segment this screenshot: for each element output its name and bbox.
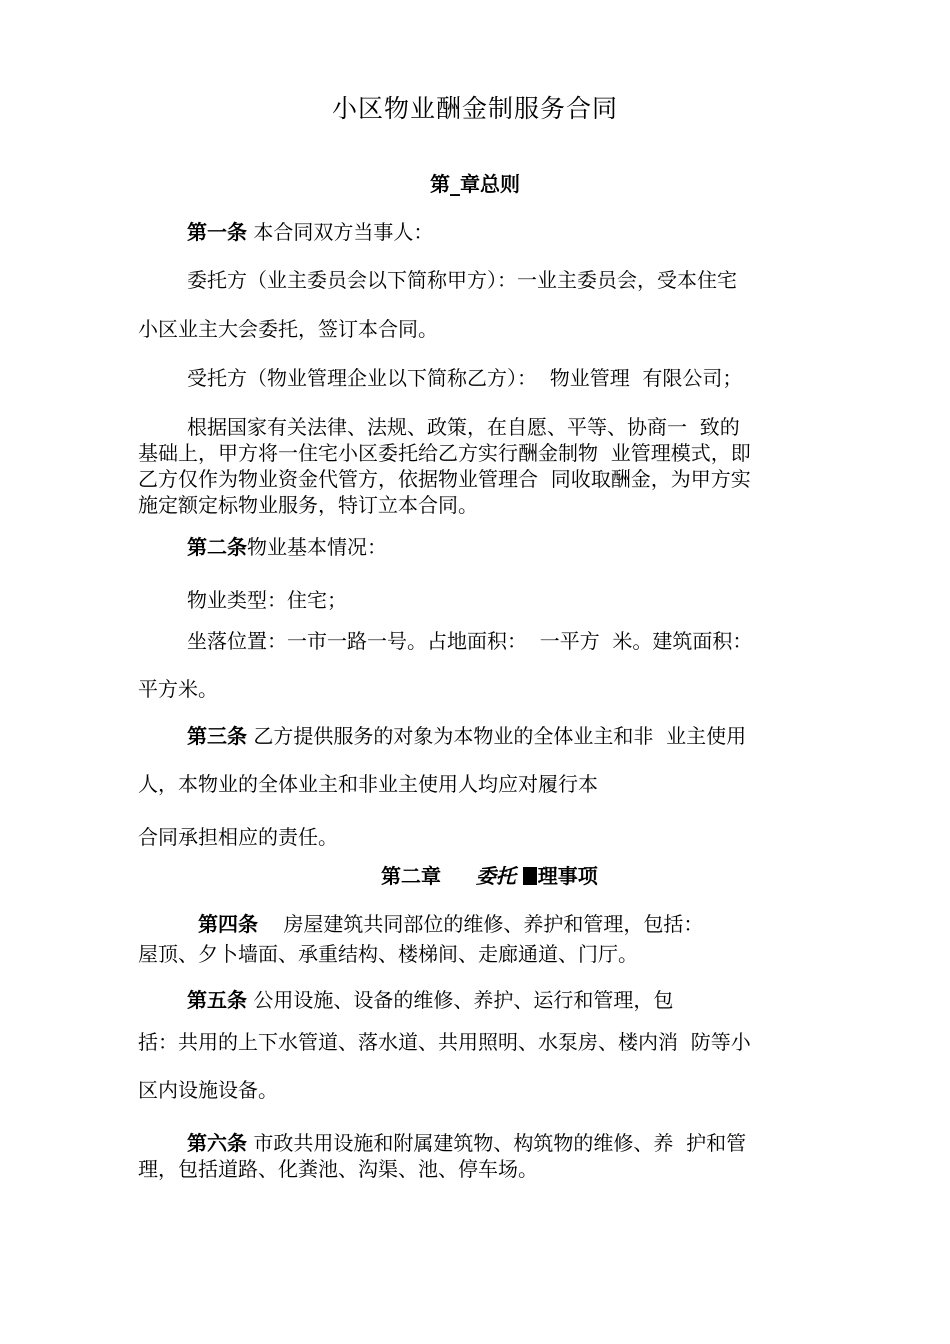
article6-line-2: 理，包括道路、化粪池、沟渠、池、停车场。 [138,1157,538,1181]
article2-label: 第二条 [187,535,247,559]
property-type: 物业类型：住宅； [187,588,347,612]
article4-text-1: 房屋建筑共同部位的维修、养护和管理，包括： [283,912,704,936]
chapter2-heading-italic: 委托 [475,864,516,888]
document-title: 小区物业酬金制服务合同 [331,94,618,123]
article5-text-1: 公用设施、设备的维修、养护、运行和管理，包 [253,988,674,1012]
location-line-2: 平方米。 [138,677,218,701]
article6-line-1 [187,1131,746,1155]
article5-line-3: 区内设施设备。 [138,1078,278,1102]
article3-label: 第三条 [187,724,247,748]
article1-text: 本合同双方当事人： [253,220,434,244]
article5-line-2: 括：共用的上下水管道、落水道、共用照明、水泵房、楼内消 防等小 [138,1030,751,1054]
article5-line-1 [187,988,673,1012]
redaction-block [523,867,537,885]
article3-line-3: 合同承担相应的责任。 [138,825,338,849]
article3-text-1: 乙方提供服务的对象为本物业的全体业主和非 业主使用 [253,724,747,748]
agent-line: 受托方（物业管理企业以下简称乙方）： 物业管理 有限公司； [187,366,743,390]
article6-label: 第六条 [187,1131,247,1155]
client-line-1: 委托方（业主委员会以下简称甲方）：一业主委员会，受本住宅 [187,268,737,292]
article4-line-1 [198,912,703,936]
article4-line-2: 屋顶、夕卜墙面、承重结构、楼梯间、走廊通道、门厅。 [138,942,638,966]
client-line-2: 小区业主大会委托，签订本合同。 [138,317,438,341]
article2-text: 物业基本情况： [247,535,387,559]
article3-line-1 [187,724,746,748]
chapter2-heading-suffix: 理事项 [537,864,598,888]
article5-label: 第五条 [187,988,247,1012]
article6-text-1: 市政共用设施和附属建筑物、构筑物的维修、养 护和管 [253,1131,747,1155]
location-line-1: 坐落位置：一市一路一号。占地面积： 一平方 米。建筑面积： [187,629,753,653]
basis-line-1: 根据国家有关法律、法规、政策，在自愿、平等、协商一 致的 [187,415,740,439]
basis-line-2: 基础上，甲方将一住宅小区委托给乙方实行酬金制物 业管理模式，即 [138,441,751,465]
article3-line-2: 人，本物业的全体业主和非业主使用人均应对履行本 [138,772,598,796]
chapter1-heading: 第_章总则 [430,172,520,196]
basis-line-3: 乙方仅作为物业资金代管方，依据物业管理合 同收取酬金，为甲方实 [138,467,751,491]
chapter2-heading [381,864,598,888]
article1-label: 第一条 [187,220,247,244]
article2-intro [187,535,387,559]
chapter2-heading-prefix: 第二章 [381,864,441,888]
article4-label: 第四条 [198,912,258,936]
article1-intro [187,220,433,244]
basis-line-4: 施定额定标物业服务，特订立本合同。 [138,493,478,517]
